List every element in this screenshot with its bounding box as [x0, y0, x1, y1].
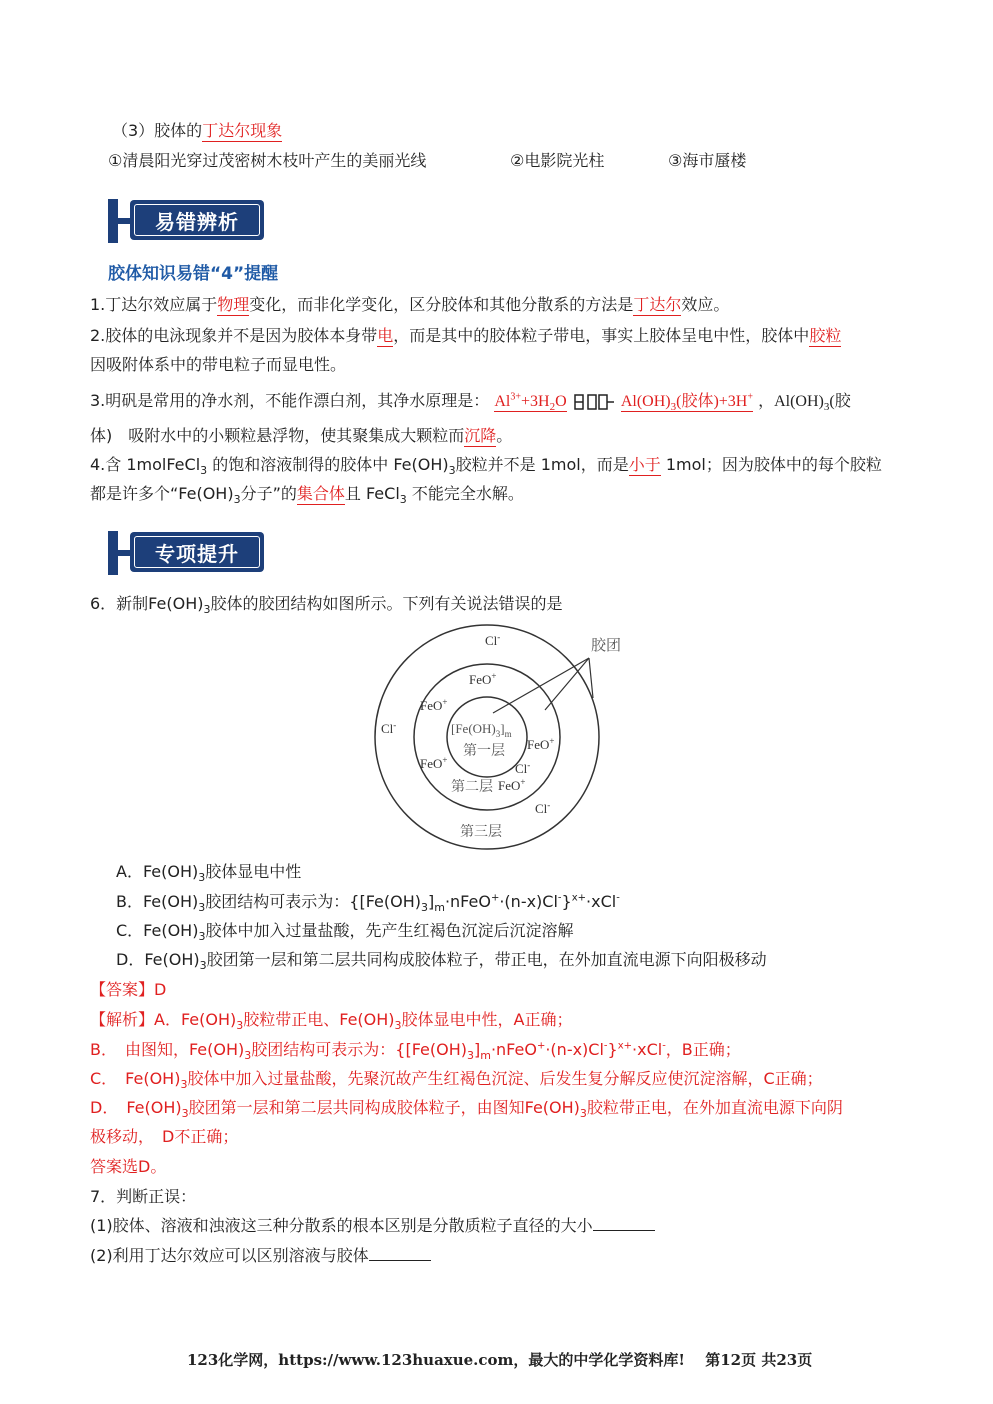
section-banner-practice	[108, 531, 266, 575]
analysis-b: B． 由图知，$Fe(OH)_3$胶团结构可表示为：$\{[Fe(OH)_3]_m\cdot nFeO^+\cdot(n-x)Cl^-\}^{x+}\cdot xCl^-$，B正确；	[90, 1040, 741, 1063]
ion-feo-layer2: FeO+	[498, 777, 526, 793]
analysis-d-line-1: D． $Fe(OH)_3$胶团第一层和第二层共同构成胶体粒子，由图知$Fe(OH)_3$胶粒带正电，在外加直流电源下向阴	[90, 1098, 843, 1121]
q6-stem: 6．新制$Fe(OH)_3$胶体的胶团结构如图所示。下列有关说法错误的是	[90, 594, 563, 617]
tip-3-line-1: 3.明矾是常用的净水剂，不能作漂白剂，其净水原理是： $Al^{3+}+3H_2O$ $Al(OH)_3$(胶体)+3H+ ，$Al(OH)_3$(胶	[90, 391, 851, 414]
core-label: $[Fe(OH)_3]_m$	[451, 721, 512, 739]
page-footer: 123化学网，https://www.123huaxue.com，最大的中学化学资料库! 第12页 共23页	[187, 1351, 813, 1369]
section-banner-errors	[108, 199, 266, 243]
layer3-label: 第三层	[460, 825, 502, 840]
layer1-label: 第一层	[463, 744, 505, 759]
ion-cl-left: Cl-	[381, 720, 397, 736]
ion-feo-right: FeO+	[527, 736, 555, 752]
ion-feo-bottom: FeO+	[420, 755, 448, 771]
analysis-c: C． $Fe(OH)_3$胶体中加入过量盐酸，先聚沉故产生红褐色沉淀、后发生复分解反应使沉淀溶解，C正确；	[90, 1069, 823, 1092]
answer-line: 【答案】D	[90, 980, 167, 999]
ion-feo-top: FeO+	[469, 671, 497, 687]
colloid-label: 胶团	[591, 638, 622, 654]
answer-blank-2[interactable]	[369, 1246, 431, 1261]
q7-statement-1: (1)胶体、溶液和浊液这三种分散系的根本区别是分散质粒子直径的大小	[90, 1213, 655, 1236]
tip-1: 1.丁达尔效应属于物理变化，而非化学变化，区分胶体和其他分散系的方法是丁达尔效应。	[90, 295, 730, 314]
equation-left: $Al^{3+}+3H_2O$	[494, 391, 567, 414]
banner-label: 易错辨析	[134, 204, 260, 236]
tip-2-line-2: 因吸附体系中的带电粒子而显电性。	[90, 355, 347, 374]
equation-right: $Al(OH)_3$(胶体)+3H+	[620, 391, 753, 414]
heading-term: 丁达尔现象	[202, 121, 283, 140]
answer-blank-1[interactable]	[593, 1216, 655, 1231]
ion-cl-outer: Cl-	[535, 800, 551, 816]
option-d: D．$Fe(OH)_3$胶团第一层和第二层共同构成胶体粒子，带正电，在外加直流电源下向阳极移动	[116, 950, 767, 973]
example-2: ②电影院光柱	[510, 151, 605, 170]
layer2-label: 第二层	[451, 780, 493, 795]
option-a: A．$Fe(OH)_3$胶体显电中性	[116, 862, 302, 885]
ion-feo-left: FeO+	[420, 697, 448, 713]
option-b: B．$Fe(OH)_3$胶团结构可表示为：$\{[Fe(OH)_3]_m\cdot nFeO^+\cdot(n-x)Cl^-\}^{x+}\cdot xCl^-$	[116, 892, 620, 915]
banner-label: 专项提升	[134, 536, 260, 568]
option-c: C．$Fe(OH)_3$胶体中加入过量盐酸，先产生红褐色沉淀后沉淀溶解	[116, 921, 574, 944]
tip-3-line-2: 体) 吸附水中的小颗粒悬浮物，使其聚集成大颗粒而沉降。	[90, 426, 513, 445]
reversible-arrow-icon	[572, 393, 616, 411]
micelle-diagram	[365, 620, 655, 855]
example-3: ③海市蜃楼	[668, 151, 747, 170]
tip-4-line-1: 4.含 1molFeCl$_3$ 的饱和溶液制得的胶体中 $Fe(OH)_3$胶粒并不是 1mol，而是小于 1mol；因为胶体中的每个胶粒	[90, 455, 882, 478]
outer-circle	[375, 625, 599, 849]
example-1: ①清晨阳光穿过茂密树木枝叶产生的美丽光线	[108, 151, 427, 170]
q7-statement-2: (2)利用丁达尔效应可以区别溶液与胶体	[90, 1243, 431, 1266]
tips-title: 胶体知识易错“4”提醒	[108, 264, 279, 284]
ion-cl-top: Cl-	[485, 632, 501, 648]
tip-2-line-1: 2.胶体的电泳现象并不是因为胶体本身带电，而是其中的胶体粒子带电，事实上胶体呈电中性，胶体中胶粒	[90, 326, 842, 345]
pointer-line-2	[545, 658, 589, 710]
analysis-d-line-2: 极移动， D不正确；	[90, 1127, 239, 1146]
analysis-a: 【解析】A．$Fe(OH)_3$胶粒带正电、$Fe(OH)_3$胶体显电中性，A正确；	[90, 1010, 573, 1033]
ion-cl-inner: Cl-	[515, 760, 531, 776]
heading-prefix: （3）胶体的	[112, 121, 203, 140]
section-heading-3	[112, 118, 282, 141]
analysis-conclusion: 答案选D。	[90, 1157, 167, 1176]
q7-stem: 7．判断正误：	[90, 1187, 197, 1206]
tip-4-line-2: 都是许多个“$Fe(OH)_3$分子”的集合体且 FeCl$_3$ 不能完全水解。	[90, 484, 524, 507]
